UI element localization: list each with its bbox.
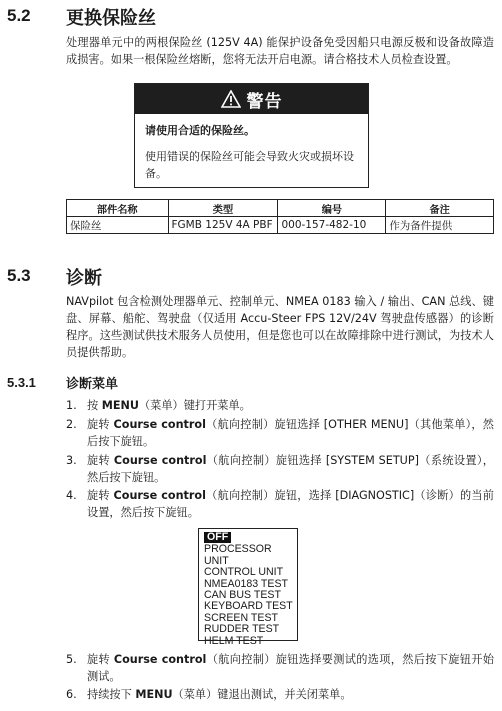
parts-table — [66, 199, 494, 234]
step-text: （航向控制）旋钮选择要测试的选项，然后按下旋钮开始测试。 — [87, 653, 494, 683]
warning-header — [135, 84, 368, 114]
step-item — [66, 416, 494, 450]
menu-item-screen-test[interactable]: SCREEN TEST — [204, 611, 278, 624]
step-item — [66, 452, 494, 486]
table-header: 编号 — [278, 200, 386, 217]
step-item — [66, 397, 494, 414]
menu-item-processor-unit[interactable]: PROCESSOR UNIT — [204, 543, 272, 567]
step-text: （航向控制）旋钮选择 [SYSTEM SETUP]（系统设置），然后按下旋钮。 — [87, 454, 494, 484]
section-body: NAVpilot 包含检测处理器单元、控制单元、NMEA 0183 输入 / 输出、CAN 总线、键盘、屏幕、船舵、驾驶盘（仅适用 Accu-Steer FPS 12V/24V 驾驶盘传感器）的诊断程序。这些测试供技术服务人员使用，但是您也可以在故障排除中进行测试，为技术人员提供帮助。 — [66, 295, 494, 359]
step-text: 旋转 — [87, 454, 114, 467]
step-text: （航向控制）旋钮，选择 [DIAGNOSTIC]（诊断）的当前设置，然后按下旋钮。 — [87, 489, 494, 519]
subsection-title: 诊断菜单 — [66, 377, 119, 392]
step-text: 按 — [87, 399, 102, 412]
subsection-number: 5.3.1 — [7, 375, 36, 390]
table-header-row — [67, 200, 494, 217]
step-text: 旋转 — [87, 489, 114, 502]
step-text: 持续按下 — [87, 688, 136, 701]
table-header: 部件名称 — [67, 200, 169, 217]
step-key: MENU — [135, 688, 173, 701]
warning-heading: 警告 — [246, 91, 283, 112]
menu-item-keyboard-test[interactable]: KEYBOARD TEST — [204, 600, 293, 613]
warning-box — [134, 83, 369, 188]
step-number: 3. — [66, 454, 77, 467]
step-text: （航向控制）旋钮选择 [OTHER MENU]（其他菜单），然后按下旋钮。 — [87, 418, 494, 448]
step-number: 6. — [66, 688, 77, 701]
step-key: Course control — [113, 653, 207, 666]
table-row — [67, 217, 494, 234]
table-cell: 保险丝 — [67, 217, 169, 234]
section-title: 诊断 — [66, 268, 102, 289]
section-number: 5.3 — [7, 266, 31, 285]
step-text: （菜单）键退出测试，并关闭菜单。 — [172, 688, 352, 701]
step-number: 5. — [66, 653, 77, 666]
step-number: 1. — [66, 399, 77, 412]
section-body: 处理器单元中的两根保险丝 (125V 4A) 能保护设备免受因船只电源反极和设备故障造成损害。如果一根保险丝熔断，您将无法开启电源。请合格技术人员检查设置。 — [66, 36, 494, 66]
section-number: 5.2 — [7, 6, 31, 25]
step-item — [66, 487, 494, 521]
diagnostic-menu — [198, 528, 298, 647]
menu-selected-option[interactable]: OFF — [204, 532, 231, 543]
step-key: MENU — [101, 399, 139, 412]
step-number: 2. — [66, 418, 77, 431]
table-cell: FGMB 125V 4A PBF — [168, 217, 278, 234]
step-key: Course control — [113, 418, 206, 431]
menu-item-nmea0183-test[interactable]: NMEA0183 TEST — [204, 577, 288, 590]
section-title: 更换保险丝 — [66, 8, 156, 29]
step-key: Course control — [113, 489, 206, 502]
table-cell: 000-157-482-10 — [278, 217, 386, 234]
menu-item-rudder-test[interactable]: RUDDER TEST — [204, 623, 280, 636]
step-item — [66, 651, 494, 685]
table-header: 类型 — [168, 200, 278, 217]
step-number: 4. — [66, 489, 77, 502]
step-item — [66, 686, 494, 703]
menu-item-control-unit[interactable]: CONTROL UNIT — [204, 566, 284, 579]
step-text: （菜单）键打开菜单。 — [138, 399, 251, 412]
warning-bold-line: 请使用合适的保险丝。 — [145, 124, 255, 137]
warning-triangle-icon — [221, 90, 241, 108]
table-cell: 作为备件提供 — [386, 217, 494, 234]
step-text: 旋转 — [87, 653, 114, 666]
step-key: Course control — [113, 454, 207, 467]
warning-text: 使用错误的保险丝可能会导致火灾或损坏设备。 — [145, 150, 354, 180]
step-text: 旋转 — [87, 418, 114, 431]
menu-item-can-bus-test[interactable]: CAN BUS TEST — [204, 589, 281, 602]
menu-item-helm-test[interactable]: HELM TEST — [204, 634, 264, 647]
table-header: 备注 — [386, 200, 494, 217]
